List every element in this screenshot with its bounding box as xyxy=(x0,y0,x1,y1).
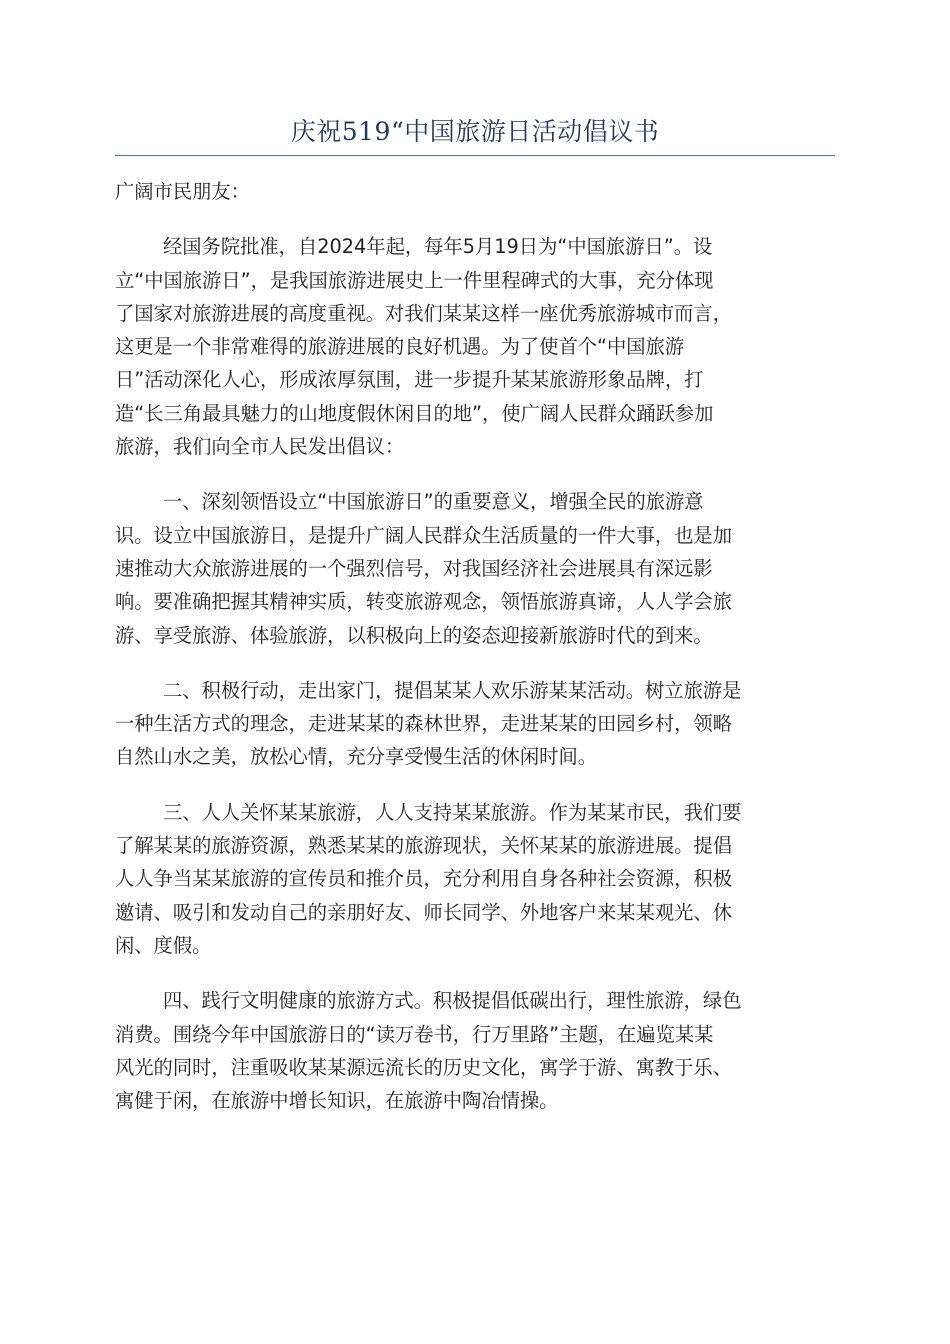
paragraph-item-3 xyxy=(115,796,837,962)
document-body xyxy=(115,175,837,1139)
paragraph-line: 一、深刻领悟设立“中国旅游日”的重要意义，增强全民的旅游意 xyxy=(163,490,704,514)
paragraph-line: 日”活动深化人心，形成浓厚氛围，进一步提升某某旅游形象品牌，打 xyxy=(115,368,704,392)
paragraph-line: 识。设立中国旅游日，是提升广阔人民群众生活质量的一件大事，也是加 xyxy=(115,523,732,547)
paragraph-line: 寓健于闲，在旅游中增长知识，在旅游中陶冶情操。 xyxy=(115,1089,559,1113)
salutation: 广阔市民朋友： xyxy=(115,180,250,203)
paragraph-line: 三、人人关怀某某旅游，人人支持某某旅游。作为某某市民，我们要 xyxy=(163,800,742,824)
paragraph-line: 这更是一个非常难得的旅游进展的良好机遇。为了使首个“中国旅游 xyxy=(115,335,685,359)
paragraph-line: 消费。围绕今年中国旅游日的“读万卷书，行万里路”主题，在遍览某某 xyxy=(115,1022,714,1046)
paragraph-line: 旅游，我们向全市人民发出倡议： xyxy=(115,435,405,459)
paragraph-line: 了国家对旅游进展的高度重视。对我们某某这样一座优秀旅游城市而言， xyxy=(115,301,732,325)
paragraph-item-1 xyxy=(115,485,837,651)
title-underline xyxy=(115,155,835,156)
paragraph-line: 风光的同时，注重吸收某某源远流长的历史文化，寓学于游、寓教于乐、 xyxy=(115,1055,732,1079)
paragraph-line: 人人争当某某旅游的宣传员和推介员，充分利用自身各种社会资源，积极 xyxy=(115,867,732,891)
paragraph-line: 邀请、吸引和发动自己的亲朋好友、师长同学、外地客户来某某观光、休 xyxy=(115,900,732,924)
paragraph-line: 闲、度假。 xyxy=(115,933,212,957)
paragraph-line: 响。要准确把握其精神实质，转变旅游观念，领悟旅游真谛，人人学会旅 xyxy=(115,590,732,614)
document-title: 庆祝519“中国旅游日活动倡议书 xyxy=(290,117,660,146)
paragraph-line: 造“长三角最具魅力的山地度假休闲目的地”，使广阔人民群众踊跃参加 xyxy=(115,401,714,425)
paragraph-line: 立“中国旅游日”，是我国旅游进展史上一件里程碑式的大事，充分体现 xyxy=(115,268,714,292)
paragraph-item-2 xyxy=(115,674,837,774)
paragraph-intro xyxy=(115,230,837,463)
paragraph-line: 游、享受旅游、体验旅游，以积极向上的姿态迎接新旅游时代的到来。 xyxy=(115,623,713,647)
paragraph-line: 经国务院批准，自2024年起，每年5月19日为“中国旅游日”。设 xyxy=(163,235,713,259)
paragraph-line: 四、践行文明健康的旅游方式。积极提倡低碳出行，理性旅游，绿色 xyxy=(163,989,742,1013)
paragraph-line: 一种生活方式的理念，走进某某的森林世界，走进某某的田园乡村，领略 xyxy=(115,712,732,736)
paragraph-line: 自然山水之美，放松心情，充分享受慢生活的休闲时间。 xyxy=(115,745,598,769)
paragraph-item-4 xyxy=(115,984,837,1117)
paragraph-line: 速推动大众旅游进展的一个强烈信号，对我国经济社会进展具有深远影 xyxy=(115,556,713,580)
paragraph-line: 二、积极行动，走出家门，提倡某某人欢乐游某某活动。树立旅游是 xyxy=(163,678,742,702)
paragraph-line: 了解某某的旅游资源，熟悉某某的旅游现状，关怀某某的旅游进展。提倡 xyxy=(115,834,732,858)
